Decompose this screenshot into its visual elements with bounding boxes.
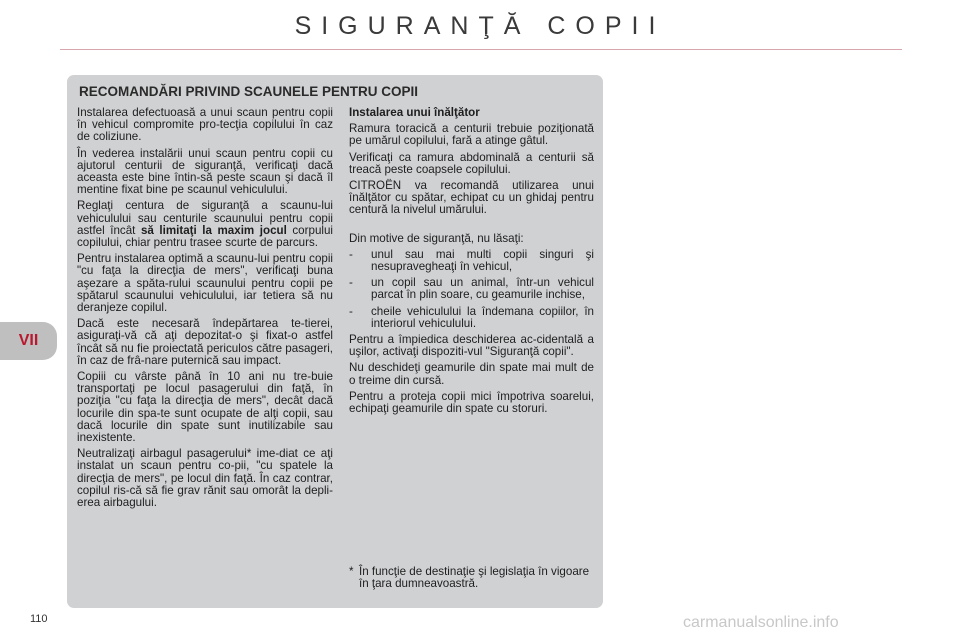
list-item-text: un copil sau un animal, într-un vehicul parcat în plin soare, cu geamurile inchise, bbox=[371, 276, 594, 302]
list-item-text: cheile vehiculului la îndemana copiilor, în interiorul vehiculului. bbox=[371, 304, 594, 330]
recommendations-panel bbox=[67, 75, 603, 608]
paragraph: Dacă este necesară îndepărtarea te-tierei, asiguraţi-vă că aţi depozitat-o şi fixat-o astfel încât să nu fie proiectată periculos către pasageri, în caz de frâ-nare puternică sau impact. bbox=[77, 317, 333, 367]
panel-heading: RECOMANDĂRI PRIVIND SCAUNELE PENTRU COPII bbox=[79, 84, 419, 99]
right-column bbox=[349, 107, 594, 419]
paragraph bbox=[77, 200, 333, 249]
chapter-tab bbox=[0, 322, 57, 360]
page-number: 110 bbox=[30, 613, 48, 625]
paragraph: Copiii cu vârste până în 10 ani nu tre-buie transportaţi pe locul pasagerului din faţă, în poziţia "cu faţa la direcţia de mers", decât dacă locurile din spa-te sunt ocupate de alţi copii, sau dacă locurile din spate sunt inutilizabile sau inexistente. bbox=[77, 370, 333, 445]
list-bullet: - bbox=[349, 276, 353, 290]
footnote bbox=[349, 566, 594, 590]
list-bullet: - bbox=[349, 304, 353, 318]
paragraph: Pentru instalarea optimă a scaunu-lui pentru copii "cu faţa la direcţia de mers", verificaţi buna aşezare a spăta-rului scaunului pentru copii pe spătarul scaunului vehiculului, iar tetiera să nu deranjeze copilul. bbox=[77, 252, 333, 315]
paragraph: Din motive de siguranţă, nu lăsaţi: bbox=[349, 231, 524, 245]
emphasis-text: să limitaţi la maxim jocul bbox=[140, 223, 287, 237]
paragraph: Verificaţi ca ramura abdominală a centurii să treacă peste coapsele copilului. bbox=[349, 150, 594, 176]
list-item-text: unul sau mai multi copii singuri şi nesupravegheaţi în vehicul, bbox=[371, 247, 594, 274]
watermark: carmanualsonline.info bbox=[683, 614, 839, 631]
paragraph: Ramura toracică a centurii trebuie poziţionată pe umărul copilului, fară a atinge gâtul. bbox=[349, 122, 594, 148]
list-bullet: - bbox=[349, 247, 353, 261]
paragraph: Pentru a proteja copii mici împotriva soarelui, echipaţi geamurile din spate cu storuri. bbox=[349, 389, 594, 416]
paragraph: Instalarea defectuoasă a unui scaun pentru copii în vehicul compromite pro-tecţia copilului în caz de coliziune. bbox=[77, 106, 333, 144]
paragraph: Pentru a împiedica deschiderea ac-cidentală a uşilor, activaţi dispoziti-vul "Siguranţă copii". bbox=[349, 333, 594, 359]
section-subheading: Instalarea unui înălţător bbox=[349, 106, 480, 119]
paragraph-text: Reglaţi centura de siguranţă a scaunu-lui vehiculului sau centurile scaunului pentru copii astfel încât bbox=[77, 199, 333, 237]
paragraph: Nu deschideţi geamurile din spate mai mult de o treime din cursă. bbox=[349, 361, 594, 387]
title-divider bbox=[60, 49, 902, 50]
left-column bbox=[77, 107, 333, 513]
paragraph: Neutralizaţi airbagul pasagerului* ime-diat ce aţi instalat un scaun pentru co-pii, "cu spatele la direcţia de mers", pe locul din faţă. În caz contrar, copilul ris-că să fie grav rănit sau omorât la depli-erea airbagului. bbox=[77, 447, 333, 510]
list-item bbox=[349, 249, 594, 273]
footnote-marker: * bbox=[349, 565, 354, 578]
paragraph-text: corpului copilului, chiar pentru trasee scurte de parcurs. bbox=[77, 223, 333, 250]
paragraph: CITROËN va recomandă utilizarea unui înălţător cu spătar, echipat cu un ghidaj pentru centură la nivelul umărului. bbox=[349, 179, 594, 217]
list-item bbox=[349, 306, 594, 330]
footnote-text: În funcţie de destinaţie şi legislaţia în vigoare în ţara dumneavoastră. bbox=[359, 565, 590, 591]
page-title: SIGURANŢĂ COPII bbox=[294, 12, 666, 40]
paragraph: În vederea instalării unui scaun pentru copii cu ajutorul centurii de siguranţă, verificaţi dacă aceasta este bine întin-să peste scaun şi dacă îl mentine fixat bine pe scaunul vehiculului. bbox=[77, 146, 333, 197]
list-item bbox=[349, 277, 594, 301]
chapter-tab-label: VII bbox=[18, 332, 39, 349]
